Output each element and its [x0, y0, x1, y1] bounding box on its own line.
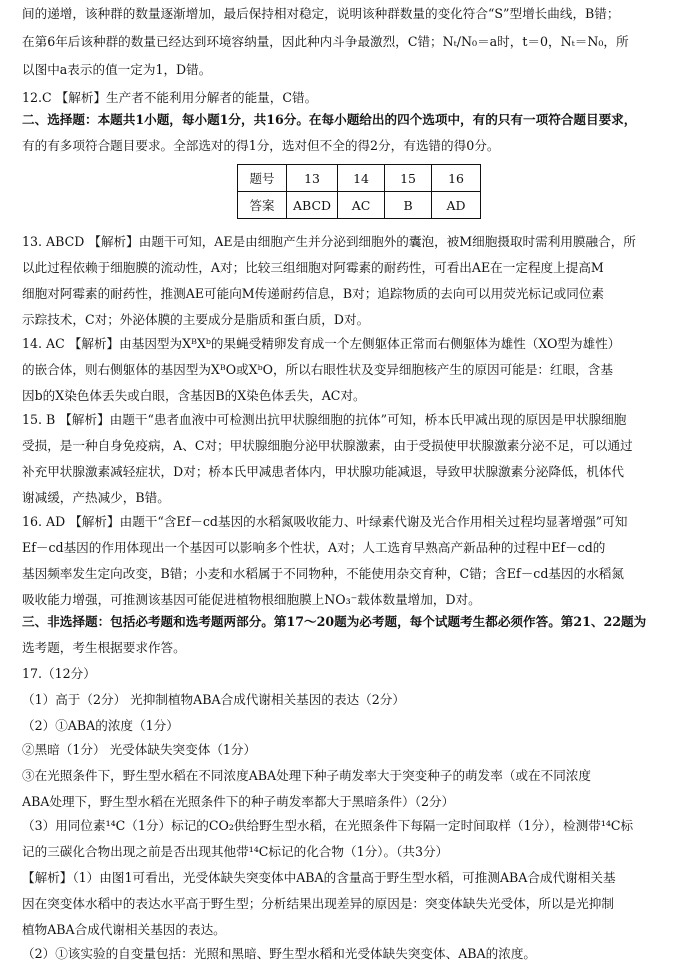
text-line: 以此过程依赖于细胞膜的流动性，A对；比较三组细胞对阿霉素的耐药性，可看出AE在一定程度上提高M — [22, 260, 604, 275]
text-line: 补充甲状腺激素减轻症状，D对；桥本氏甲减患者体内，甲状腺功能减退，导致甲状腺激素分泌降低，机体代 — [22, 464, 625, 479]
text-line: 的嵌合体，则右侧躯体的基因型为XᴮO或XᵇO，所以右眼性状及变异细胞核产生的原因可能是：红眼，含基 — [22, 362, 613, 377]
text-line: 17.（12分） — [22, 666, 96, 681]
text-line: 植物ABA合成代谢相关基因的表达。 — [22, 922, 226, 937]
text-line: 因在突变体水稻中的表达水平高于野生型；分析结果出现差异的原因是：突变体缺失光受体，所以是光抑制 — [22, 896, 614, 911]
text-line: （2）①该实验的自变量包括：光照和黑暗、野生型水稻和光受体缺失突变体、ABA的浓度。 — [22, 946, 537, 961]
text-line: 谢减缓，产热减少，B错。 — [22, 490, 170, 505]
table-cell: 答案 — [238, 192, 287, 219]
table-cell: ABCD — [287, 192, 338, 219]
text-line: （2）①ABA的浓度（1分） — [22, 718, 179, 733]
text-line: 选考题，考生根据要求作答。 — [22, 640, 186, 655]
table-cell: 13 — [287, 165, 338, 192]
section-heading: 三、非选择题：包括必考题和选考题两部分。第17～20题为必考题，每个试题考生都必须作答。第21、22题为 — [22, 614, 647, 629]
table-cell: 题号 — [238, 165, 287, 192]
text-line: 吸收能力增强，可推测该基因可能促进植物根细胞膜上NO₃⁻载体数量增加，D对。 — [22, 592, 481, 607]
text-line: 在第6年后该种群的数量已经达到环境容纳量，因此种内斗争最激烈，C错；Nₜ/N₀＝a时，t＝0，Nₜ＝N₀，所 — [22, 34, 629, 49]
table-cell: 16 — [432, 165, 481, 192]
text-line: 示踪技术，C对；外泌体膜的主要成分是脂质和蛋白质，D对。 — [22, 312, 370, 327]
table-cell: AD — [432, 192, 481, 219]
table-cell: B — [385, 192, 432, 219]
text-line: 12.C 【解析】生产者不能利用分解者的能量，C错。 — [22, 90, 318, 105]
text-line: ABA处理下，野生型水稻在光照条件下的种子萌发率都大于黑暗条件）（2分） — [22, 794, 455, 809]
text-line: Ef－cd基因的作用体现出一个基因可以影响多个性状，A对；人工选育早熟高产新品种的过程中Ef－cd的 — [22, 540, 606, 555]
text-line: ③在光照条件下，野生型水稻在不同浓度ABA处理下种子萌发率大于突变种子的萌发率（或在不同浓度 — [22, 768, 591, 783]
text-line: 记的三碳化合物出现之前是否出现其他带¹⁴C标记的化合物（1分）。（共3分） — [22, 844, 449, 859]
text-line: ②黑暗（1分） 光受体缺失突变体（1分） — [22, 742, 257, 757]
text-line: 14. AC 【解析】由基因型为XᴮXᵇ的果蝇受精卵发育成一个左侧躯体正常而右侧躯体为雄性（XO型为雄性） — [22, 336, 621, 351]
text-line: 间的递增，该种群的数量逐渐增加，最后保持相对稳定，说明该种群数量的变化符合“S”型增长曲线，B错； — [22, 6, 620, 21]
table-cell: AC — [338, 192, 385, 219]
answer-table-header-row — [238, 165, 481, 192]
text-line: （1）高于（2分） 光抑制植物ABA合成代谢相关基因的表达（2分） — [22, 692, 405, 707]
text-line: （3）用同位素¹⁴C（1分）标记的CO₂供给野生型水稻，在光照条件下每隔一定时间取样（1分），检测带¹⁴C标 — [22, 818, 634, 833]
text-line: 16. AD 【解析】由题干“含Ef－cd基因的水稻氮吸收能力、叶绿素代谢及光合作用相关过程均显著增强”可知 — [22, 514, 628, 529]
answer-table-answer-row — [238, 192, 481, 219]
text-line: 13. ABCD 【解析】由题干可知，AE是由细胞产生并分泌到细胞外的囊泡，被M细胞摄取时需利用膜融合，所 — [22, 234, 636, 249]
text-line: 受损，是一种自身免疫病，A、C对；甲状腺细胞分泌甲状腺激素，由于受损使甲状腺激素分泌不足，可以通过 — [22, 438, 633, 453]
text-line: 15. B 【解析】由题干“患者血液中可检测出抗甲状腺细胞的抗体”可知，桥本氏甲减出现的原因是甲状腺细胞 — [22, 412, 627, 427]
text-line: 基因频率发生定向改变，B错；小麦和水稻属于不同物种，不能使用杂交育种，C错；含Ef－cd基因的水稻氮 — [22, 566, 624, 581]
answer-table — [237, 164, 481, 219]
table-cell: 14 — [338, 165, 385, 192]
text-line: 有的有多项符合题目要求。全部选对的得1分，选对但不全的得2分，有选错的得0分。 — [22, 138, 500, 153]
text-line: 以图中a表示的值一定为1，D错。 — [22, 62, 212, 77]
text-line: 【解析】（1）由图1可看出，光受体缺失突变体中ABA的含量高于野生型水稻，可推测ABA合成代谢相关基 — [22, 870, 616, 885]
text-line: 因b的X染色体丢失或白眼，含基因B的X染色体丢失，AC对。 — [22, 388, 366, 403]
text-line: 细胞对阿霉素的耐药性，推测AE可能向M传递耐药信息，B对；追踪物质的去向可以用荧光标记或同位素 — [22, 286, 604, 301]
section-heading: 二、选择题：本题共1小题，每小题1分，共16分。在每小题给出的四个选项中，有的只有一项符合题目要求， — [22, 112, 637, 127]
table-cell: 15 — [385, 165, 432, 192]
